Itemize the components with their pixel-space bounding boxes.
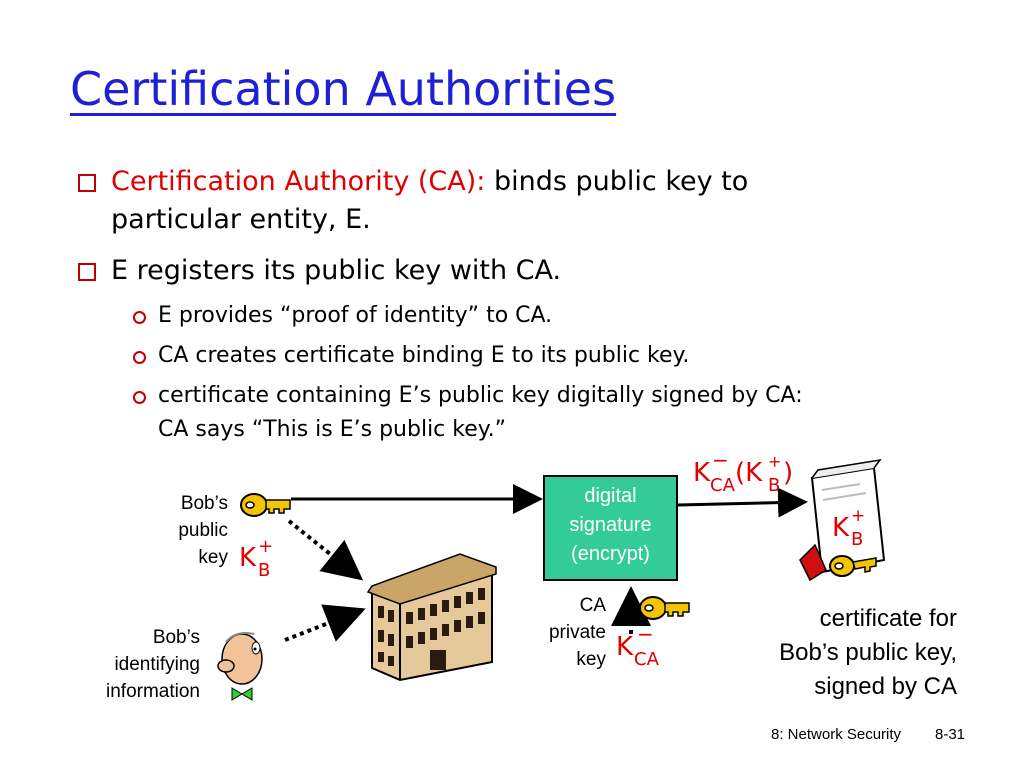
bullet-1-lead: Certification Authority (CA): — [111, 166, 486, 197]
ca-building-icon — [368, 554, 496, 680]
slide-title: Certification Authorities — [70, 62, 617, 116]
certificate-kb-plus: K + B — [832, 506, 866, 550]
ca-key-icon — [640, 597, 689, 619]
sub-bullet-1: E provides “proof of identity” to CA. — [158, 303, 553, 328]
sub-bullet-3: certificate containing E’s public key digitally signed by CA: — [158, 383, 803, 408]
signature-formula: K − CA (K + B ) — [693, 448, 794, 496]
kb-plus-symbol: K + B — [239, 536, 274, 581]
digital-signature-label: digital signature (encrypt) — [569, 485, 652, 565]
bob-face-icon — [218, 633, 262, 700]
footer-chapter: 8: Network Security — [771, 726, 902, 743]
bob-identifying-info-label: Bob’s identifying information — [106, 627, 200, 702]
dotted-arrow-key-to-ca — [289, 521, 360, 578]
dotted-arrow-id-to-ca — [285, 610, 362, 640]
sub-bullet-3-line-2: CA says “This is E’s public key.” — [158, 417, 507, 442]
ca-private-key-label: CA private key — [548, 595, 606, 670]
bullet-1-rest: binds public key to — [485, 166, 749, 197]
bullet-2: E registers its public key with CA. — [111, 255, 562, 286]
sub-bullet-2: CA creates certificate binding E to its public key. — [158, 343, 690, 368]
bob-public-key-label: Bob’s public key — [178, 493, 228, 568]
bullet-1-line-2: particular entity, E. — [111, 204, 371, 235]
kca-minus-symbol: K − CA — [616, 622, 659, 670]
footer-page-number: 8-31 — [935, 726, 966, 743]
bob-key-icon — [241, 494, 290, 516]
certificate-caption: certificate for Bob’s public key, signed by CA — [779, 605, 957, 700]
